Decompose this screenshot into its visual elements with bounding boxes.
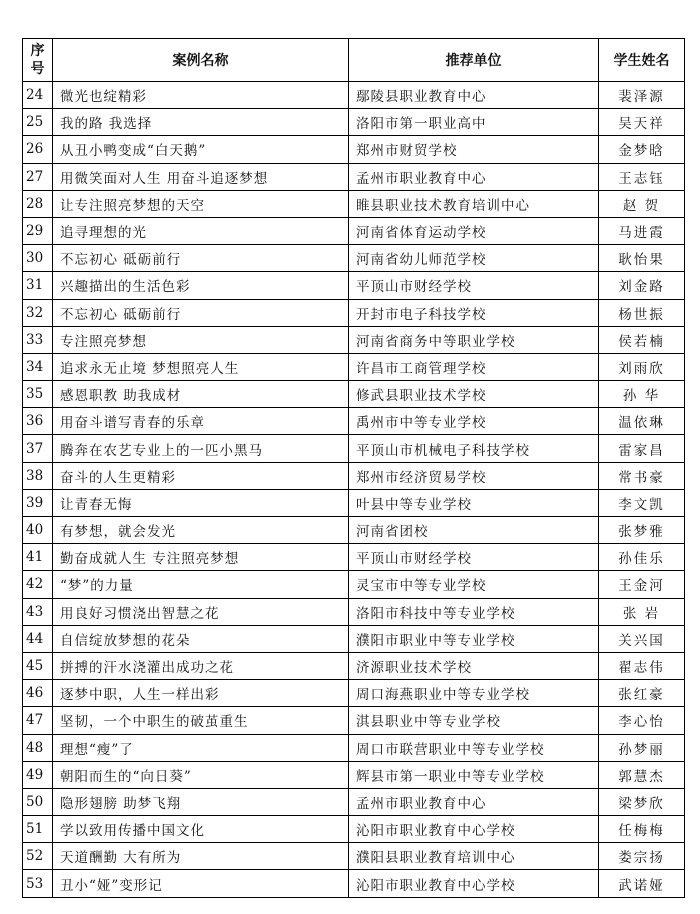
cell-recommending-unit: 灵宝市中等专业学校: [349, 571, 599, 598]
cell-recommending-unit: 河南省幼儿师范学校: [349, 245, 599, 272]
table-row: [23, 625, 685, 652]
cell-recommending-unit: 开封市电子科技学校: [349, 299, 599, 326]
cell-recommending-unit: 叶县中等专业学校: [349, 489, 599, 516]
cell-serial-number: 26: [23, 136, 53, 163]
cell-case-name: 不忘初心 砥砺前行: [53, 299, 349, 326]
cell-recommending-unit: 河南省团校: [349, 517, 599, 544]
cell-case-name: 让专注照亮梦想的天空: [53, 190, 349, 217]
table-row: [23, 245, 685, 272]
cell-case-name: 丑小“娅”变形记: [53, 870, 349, 897]
cell-student-name: 温依琳: [599, 408, 685, 435]
cell-student-name: 刘雨欣: [599, 353, 685, 380]
cell-serial-number: 51: [23, 816, 53, 843]
cell-recommending-unit: 沁阳市职业教育中心学校: [349, 870, 599, 897]
cell-serial-number: 33: [23, 326, 53, 353]
cell-recommending-unit: 睢县职业技术教育培训中心: [349, 190, 599, 217]
table-row: [23, 707, 685, 734]
cell-serial-number: 35: [23, 381, 53, 408]
cell-student-name: 孙梦丽: [599, 734, 685, 761]
header-case-name: 案例名称: [53, 39, 349, 82]
table-row: [23, 326, 685, 353]
cell-serial-number: 32: [23, 299, 53, 326]
cell-recommending-unit: 平顶山市机械电子科技学校: [349, 435, 599, 462]
case-table: [22, 38, 685, 898]
cell-recommending-unit: 平顶山市财经学校: [349, 272, 599, 299]
cell-serial-number: 24: [23, 82, 53, 109]
cell-case-name: 用奋斗谱写青春的乐章: [53, 408, 349, 435]
table-row: [23, 82, 685, 109]
cell-student-name: 赵 贺: [599, 190, 685, 217]
cell-case-name: 腾奔在农艺专业上的一匹小黑马: [53, 435, 349, 462]
cell-student-name: 刘金路: [599, 272, 685, 299]
table-row: [23, 544, 685, 571]
cell-recommending-unit: 修武县职业技术学校: [349, 381, 599, 408]
table-row: [23, 109, 685, 136]
cell-case-name: 朝阳而生的“向日葵”: [53, 761, 349, 788]
cell-case-name: 感恩职教 助我成材: [53, 381, 349, 408]
table-row: [23, 353, 685, 380]
cell-recommending-unit: 郑州市经济贸易学校: [349, 462, 599, 489]
cell-serial-number: 29: [23, 217, 53, 244]
cell-student-name: 张 岩: [599, 598, 685, 625]
table-row: [23, 761, 685, 788]
cell-student-name: 裴泽源: [599, 82, 685, 109]
cell-recommending-unit: 周口市联营职业中等专业学校: [349, 734, 599, 761]
cell-student-name: 李文凯: [599, 489, 685, 516]
cell-recommending-unit: 郑州市财贸学校: [349, 136, 599, 163]
cell-student-name: 耿怡果: [599, 245, 685, 272]
table-row: [23, 272, 685, 299]
cell-case-name: 兴趣描出的生活色彩: [53, 272, 349, 299]
cell-case-name: 用良好习惯浇出智慧之花: [53, 598, 349, 625]
cell-serial-number: 40: [23, 517, 53, 544]
cell-recommending-unit: 濮阳县职业教育培训中心: [349, 843, 599, 870]
cell-serial-number: 53: [23, 870, 53, 897]
cell-recommending-unit: 淇县职业中等专业学校: [349, 707, 599, 734]
cell-student-name: 侯若楠: [599, 326, 685, 353]
cell-case-name: 追寻理想的光: [53, 217, 349, 244]
cell-serial-number: 48: [23, 734, 53, 761]
cell-serial-number: 34: [23, 353, 53, 380]
cell-serial-number: 44: [23, 625, 53, 652]
cell-case-name: 自信绽放梦想的花朵: [53, 625, 349, 652]
cell-recommending-unit: 济源职业技术学校: [349, 652, 599, 679]
cell-serial-number: 30: [23, 245, 53, 272]
table-row: [23, 217, 685, 244]
cell-serial-number: 31: [23, 272, 53, 299]
cell-student-name: 孙佳乐: [599, 544, 685, 571]
cell-case-name: 天道酬勤 大有所为: [53, 843, 349, 870]
cell-serial-number: 49: [23, 761, 53, 788]
cell-serial-number: 46: [23, 680, 53, 707]
cell-recommending-unit: 孟州市职业教育中心: [349, 788, 599, 815]
table-row: [23, 381, 685, 408]
cell-case-name: “梦”的力量: [53, 571, 349, 598]
cell-recommending-unit: 鄢陵县职业教育中心: [349, 82, 599, 109]
cell-serial-number: 38: [23, 462, 53, 489]
cell-case-name: 坚韧，一个中职生的破茧重生: [53, 707, 349, 734]
cell-serial-number: 36: [23, 408, 53, 435]
cell-case-name: 专注照亮梦想: [53, 326, 349, 353]
cell-case-name: 微光也绽精彩: [53, 82, 349, 109]
table-header-row: [23, 39, 685, 82]
table-row: [23, 680, 685, 707]
cell-serial-number: 39: [23, 489, 53, 516]
cell-student-name: 王志钰: [599, 163, 685, 190]
cell-case-name: 追求永无止境 梦想照亮人生: [53, 353, 349, 380]
cell-recommending-unit: 濮阳市职业中等专业学校: [349, 625, 599, 652]
cell-recommending-unit: 洛阳市科技中等专业学校: [349, 598, 599, 625]
cell-serial-number: 28: [23, 190, 53, 217]
cell-student-name: 关兴国: [599, 625, 685, 652]
cell-student-name: 常书豪: [599, 462, 685, 489]
table-row: [23, 136, 685, 163]
cell-student-name: 金梦晗: [599, 136, 685, 163]
table-row: [23, 870, 685, 897]
cell-case-name: 逐梦中职，人生一样出彩: [53, 680, 349, 707]
cell-recommending-unit: 河南省商务中等职业学校: [349, 326, 599, 353]
cell-recommending-unit: 沁阳市职业教育中心学校: [349, 816, 599, 843]
cell-student-name: 马进霞: [599, 217, 685, 244]
cell-student-name: 李心怡: [599, 707, 685, 734]
cell-case-name: 用微笑面对人生 用奋斗追逐梦想: [53, 163, 349, 190]
cell-student-name: 郭慧杰: [599, 761, 685, 788]
cell-case-name: 学以致用传播中国文化: [53, 816, 349, 843]
cell-student-name: 雷家昌: [599, 435, 685, 462]
cell-recommending-unit: 洛阳市第一职业高中: [349, 109, 599, 136]
table-row: [23, 489, 685, 516]
cell-student-name: 王金河: [599, 571, 685, 598]
header-recommending-unit: 推荐单位: [349, 39, 599, 82]
cell-recommending-unit: 禹州市中等专业学校: [349, 408, 599, 435]
cell-case-name: 从丑小鸭变成“白天鹅”: [53, 136, 349, 163]
header-student-name: 学生姓名: [599, 39, 685, 82]
cell-serial-number: 27: [23, 163, 53, 190]
table-row: [23, 435, 685, 462]
cell-student-name: 张红豪: [599, 680, 685, 707]
table-row: [23, 408, 685, 435]
cell-serial-number: 41: [23, 544, 53, 571]
cell-case-name: 让青春无悔: [53, 489, 349, 516]
table-row: [23, 734, 685, 761]
cell-serial-number: 25: [23, 109, 53, 136]
cell-case-name: 不忘初心 砥砺前行: [53, 245, 349, 272]
cell-student-name: 翟志伟: [599, 652, 685, 679]
cell-serial-number: 42: [23, 571, 53, 598]
table-row: [23, 190, 685, 217]
cell-serial-number: 50: [23, 788, 53, 815]
cell-serial-number: 52: [23, 843, 53, 870]
cell-case-name: 我的路 我选择: [53, 109, 349, 136]
cell-serial-number: 43: [23, 598, 53, 625]
cell-recommending-unit: 河南省体育运动学校: [349, 217, 599, 244]
cell-recommending-unit: 许昌市工商管理学校: [349, 353, 599, 380]
cell-recommending-unit: 平顶山市财经学校: [349, 544, 599, 571]
cell-serial-number: 37: [23, 435, 53, 462]
cell-case-name: 拼搏的汗水浇灌出成功之花: [53, 652, 349, 679]
cell-student-name: 吴天祥: [599, 109, 685, 136]
table-row: [23, 788, 685, 815]
cell-recommending-unit: 孟州市职业教育中心: [349, 163, 599, 190]
cell-student-name: 任梅梅: [599, 816, 685, 843]
table-body: [23, 82, 685, 898]
cell-recommending-unit: 周口海燕职业中等专业学校: [349, 680, 599, 707]
table-row: [23, 843, 685, 870]
cell-serial-number: 47: [23, 707, 53, 734]
table-row: [23, 517, 685, 544]
cell-case-name: 理想“瘦”了: [53, 734, 349, 761]
cell-student-name: 孙 华: [599, 381, 685, 408]
header-serial-number: 序号: [23, 39, 53, 82]
table-row: [23, 163, 685, 190]
cell-student-name: 武诺娅: [599, 870, 685, 897]
table-row: [23, 598, 685, 625]
cell-student-name: 杨世振: [599, 299, 685, 326]
cell-serial-number: 45: [23, 652, 53, 679]
table-row: [23, 652, 685, 679]
cell-recommending-unit: 辉县市第一职业中等专业学校: [349, 761, 599, 788]
table-row: [23, 462, 685, 489]
cell-case-name: 奋斗的人生更精彩: [53, 462, 349, 489]
cell-student-name: 娄宗扬: [599, 843, 685, 870]
cell-case-name: 有梦想，就会发光: [53, 517, 349, 544]
cell-student-name: 梁梦欣: [599, 788, 685, 815]
cell-case-name: 勤奋成就人生 专注照亮梦想: [53, 544, 349, 571]
cell-student-name: 张梦雅: [599, 517, 685, 544]
table-row: [23, 299, 685, 326]
table-row: [23, 816, 685, 843]
table-row: [23, 571, 685, 598]
cell-case-name: 隐形翅膀 助梦飞翔: [53, 788, 349, 815]
